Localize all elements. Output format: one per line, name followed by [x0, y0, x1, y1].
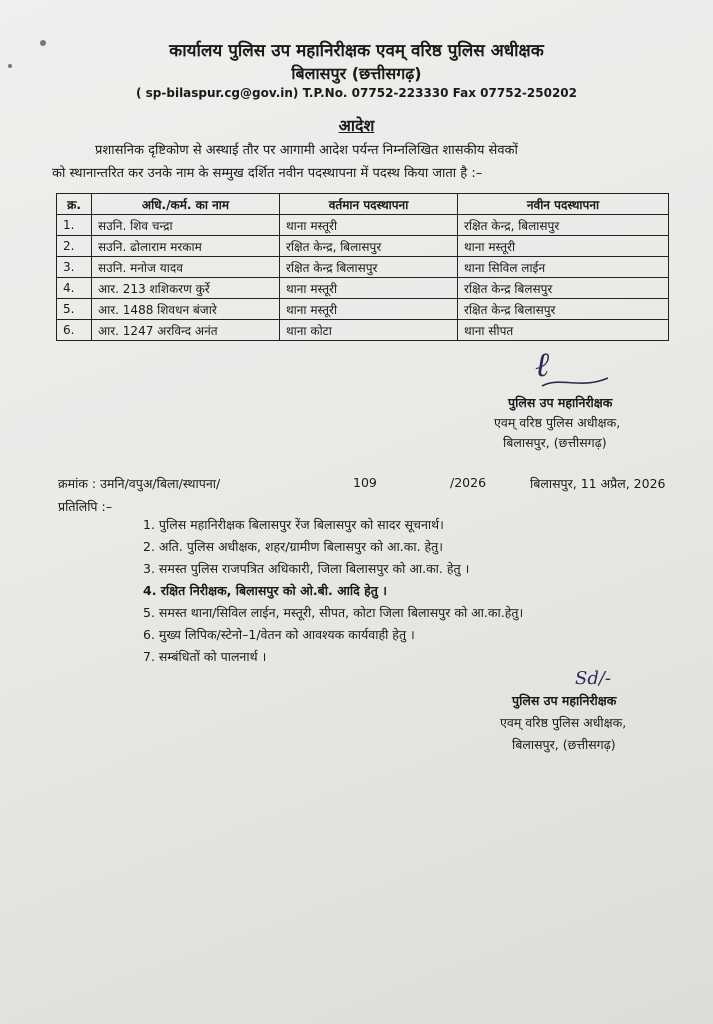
list-item: 3. समस्त पुलिस राजपत्रित अधिकारी, जिला बिलासपुर को आ.का. हेतु ।	[143, 561, 470, 576]
cell-new-posting: रक्षित केन्द्र बिलसपुर	[458, 278, 669, 299]
cell-serial: 2.	[57, 236, 92, 257]
table-row	[57, 215, 669, 236]
cell-new-posting: थाना मस्तूरी	[458, 236, 669, 257]
reference-number: 109	[353, 475, 377, 490]
signature-stroke	[540, 372, 610, 392]
col-header-name: अधि./कर्म. का नाम	[92, 194, 280, 215]
cell-serial: 3.	[57, 257, 92, 278]
copy-to-label: प्रतिलिपि :–	[58, 499, 112, 514]
table-row	[57, 320, 669, 341]
reference-place-date: बिलासपुर, 11 अप्रैल, 2026	[530, 476, 666, 491]
order-paragraph-line2: को स्थानान्तरित कर उनके नाम के सम्मुख दर्शित नवीन पदस्थापना में पदस्थ किया जाता है :–	[52, 166, 483, 181]
table-row	[57, 278, 669, 299]
signature2-place: बिलासपुर, (छत्तीसगढ़)	[512, 737, 616, 752]
list-item: 1. पुलिस महानिरीक्षक बिलासपुर रेंज बिलासपुर को सादर सूचनार्थ।	[143, 517, 444, 532]
signature1-designation: पुलिस उप महानिरीक्षक	[508, 395, 613, 410]
col-header-new-posting: नवीन पदस्थापना	[458, 194, 669, 215]
cell-new-posting: रक्षित केन्द्र, बिलासपुर	[458, 215, 669, 236]
col-header-current-posting: वर्तमान पदस्थापना	[280, 194, 458, 215]
cell-serial: 1.	[57, 215, 92, 236]
list-item: 7. सम्बंधितों को पालनार्थ ।	[143, 649, 267, 664]
order-paragraph-line1: प्रशासनिक दृष्टिकोण से अस्थाई तौर पर आगामी आदेश पर्यन्त निम्नलिखित शासकीय सेवकों	[95, 143, 518, 158]
cell-new-posting: रक्षित केन्द्र बिलासपुर	[458, 299, 669, 320]
cell-name: आर. 1247 अरविन्द अनंत	[92, 320, 280, 341]
list-item: 5. समस्त थाना/सिविल लाईन, मस्तूरी, सीपत, कोटा जिला बिलासपुर को आ.का.हेतु।	[143, 605, 524, 620]
reference-year: /2026	[450, 475, 487, 490]
cell-name: सउनि. शिव चन्द्रा	[92, 215, 280, 236]
cell-name: सउनि. ढोलाराम मरकाम	[92, 236, 280, 257]
cell-serial: 5.	[57, 299, 92, 320]
col-header-serial: क्र.	[57, 194, 92, 215]
contact-line: ( sp-bilaspur.cg@gov.in) T.P.No. 07752-223330 Fax 07752-250202	[135, 86, 578, 100]
cell-new-posting: थाना सीपत	[458, 320, 669, 341]
cell-current-posting: थाना मस्तूरी	[280, 299, 458, 320]
signature-mark: ℓ	[535, 345, 550, 385]
table-row	[57, 299, 669, 320]
table-row	[57, 236, 669, 257]
cell-current-posting: थाना मस्तूरी	[280, 278, 458, 299]
copy-to-list	[143, 514, 523, 668]
order-title: आदेश	[338, 116, 375, 135]
cell-current-posting: रक्षित केन्द्र बिलासपुर	[280, 257, 458, 278]
list-item: 2. अति. पुलिस अधीक्षक, शहर/ग्रामीण बिलासपुर को आ.का. हेतु।	[143, 539, 444, 554]
signature-mark: Sd/-	[575, 668, 611, 689]
cell-name: सउनि. मनोज यादव	[92, 257, 280, 278]
table-header-row	[57, 194, 669, 215]
reference-prefix: क्रमांक : उमनि/वपुअ/बिला/स्थापना/	[58, 476, 221, 491]
signature2-designation: पुलिस उप महानिरीक्षक	[512, 693, 617, 708]
cell-new-posting: थाना सिविल लाईन	[458, 257, 669, 278]
cell-current-posting: रक्षित केन्द्र, बिलासपुर	[280, 236, 458, 257]
cell-name: आर. 1488 शिवधन बंजारे	[92, 299, 280, 320]
cell-current-posting: थाना मस्तूरी	[280, 215, 458, 236]
signature1-title: एवम् वरिष्ठ पुलिस अधीक्षक,	[494, 415, 621, 430]
cell-serial: 6.	[57, 320, 92, 341]
cell-current-posting: थाना कोटा	[280, 320, 458, 341]
signature1-place: बिलासपुर, (छत्तीसगढ़)	[503, 435, 607, 450]
transfer-table	[56, 193, 669, 341]
list-item: 4. रक्षित निरीक्षक, बिलासपुर को ओ.बी. आदि हेतु ।	[143, 583, 387, 598]
cell-serial: 4.	[57, 278, 92, 299]
cell-name: आर. 213 शशिकरण कुर्रे	[92, 278, 280, 299]
office-title: कार्यालय पुलिस उप महानिरीक्षक एवम् वरिष्ठ पुलिस अधीक्षक	[169, 41, 544, 61]
list-item: 6. मुख्य लिपिक/स्टेनो–1/वेतन को आवश्यक कार्यवाही हेतु ।	[143, 627, 415, 642]
signature2-title: एवम् वरिष्ठ पुलिस अधीक्षक,	[500, 715, 627, 730]
table-row	[57, 257, 669, 278]
office-city: बिलासपुर (छत्तीसगढ़)	[291, 64, 422, 83]
